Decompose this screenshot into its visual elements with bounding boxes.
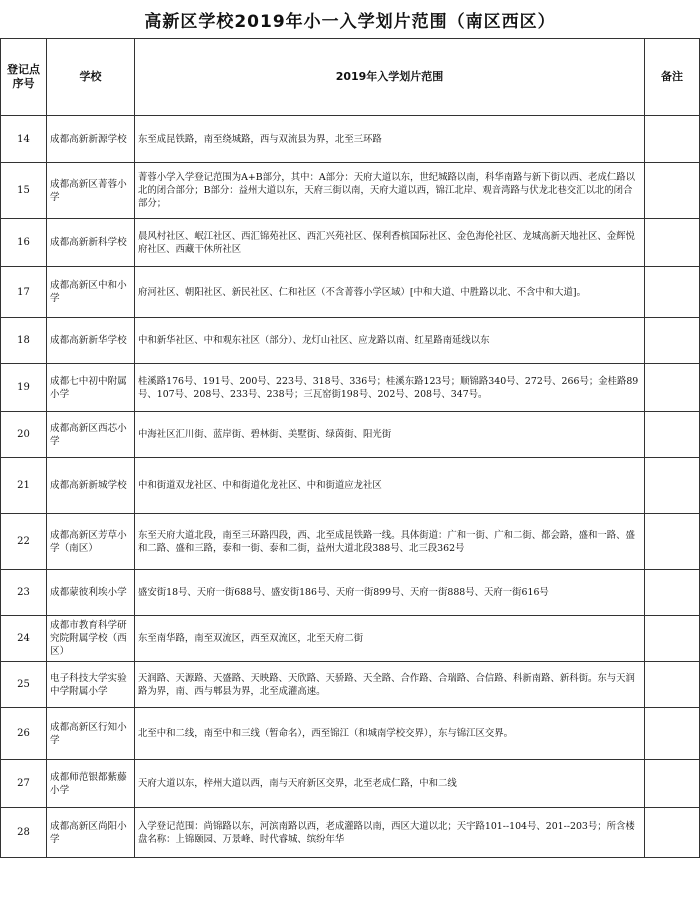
row-range: 菁蓉小学入学登记范围为A+B部分，其中：A部分：天府大道以东，世纪城路以南，科华南路与新下街以西、老成仁路以北的闭合部分；B部分：益州大道以东，天府三街以南，天府大道以西，锦江北岸、观音湾路与伏龙北巷交汇以北的闭合部分； <box>135 163 645 219</box>
row-seq: 28 <box>1 808 47 858</box>
row-seq: 19 <box>1 364 47 412</box>
row-school: 成都蒙彼利埃小学 <box>47 570 135 616</box>
table-row <box>1 514 700 570</box>
row-school: 成都高新区芳草小学（南区） <box>47 514 135 570</box>
header-note: 备注 <box>645 39 700 116</box>
table-row <box>1 760 700 808</box>
row-seq: 18 <box>1 318 47 364</box>
row-school: 成都师范银都紫藤小学 <box>47 760 135 808</box>
row-school: 成都高新新源学校 <box>47 116 135 163</box>
row-range: 中和新华社区、中和观东社区（部分）、龙灯山社区、应龙路以南、红星路南延线以东 <box>135 318 645 364</box>
row-range: 晨风村社区、岷江社区、西汇锦苑社区、西汇兴苑社区、保利香槟国际社区、金色海伦社区、龙城高新天地社区、金辉悦府社区、西藏干休所社区 <box>135 219 645 267</box>
row-school: 成都高新区尚阳小学 <box>47 808 135 858</box>
table-row <box>1 318 700 364</box>
page-title: 高新区学校2019年小一入学划片范围（南区西区） <box>144 11 556 32</box>
row-range: 北至中和二线，南至中和三线（暂命名），西至锦江（和城南学校交界），东与锦江区交界。 <box>135 708 645 760</box>
row-note <box>645 616 700 662</box>
row-school: 电子科技大学实验中学附属小学 <box>47 662 135 708</box>
table-row <box>1 708 700 760</box>
row-range: 东至成昆铁路，南至绕城路，西与双流县为界，北至三环路 <box>135 116 645 163</box>
header-range: 2019年入学划片范围 <box>135 39 645 116</box>
row-note <box>645 708 700 760</box>
table-row <box>1 219 700 267</box>
row-note <box>645 760 700 808</box>
table-row <box>1 163 700 219</box>
table-header-row <box>1 39 700 116</box>
row-note <box>645 364 700 412</box>
row-range: 中和街道双龙社区、中和街道化龙社区、中和街道应龙社区 <box>135 458 645 514</box>
row-note <box>645 412 700 458</box>
header-seq: 登记点序号 <box>1 39 47 116</box>
row-range: 中海社区汇川街、蓝岸街、碧林街、美墅街、绿茵街、阳光街 <box>135 412 645 458</box>
row-note <box>645 514 700 570</box>
row-seq: 22 <box>1 514 47 570</box>
school-zoning-table <box>0 38 700 858</box>
row-school: 成都高新新科学校 <box>47 219 135 267</box>
row-seq: 27 <box>1 760 47 808</box>
row-seq: 17 <box>1 267 47 318</box>
row-school: 成都高新新城学校 <box>47 458 135 514</box>
row-seq: 26 <box>1 708 47 760</box>
table-row <box>1 412 700 458</box>
row-note <box>645 318 700 364</box>
table-row <box>1 458 700 514</box>
row-note <box>645 163 700 219</box>
row-note <box>645 662 700 708</box>
row-range: 天润路、天源路、天盛路、天映路、天欣路、天骄路、天全路、合作路、合瑞路、合信路、科新南路、新科街。东与天润路为界，南、西与郫县为界，北至成灌高速。 <box>135 662 645 708</box>
table-row <box>1 267 700 318</box>
table-row <box>1 808 700 858</box>
table-body <box>1 116 700 858</box>
row-range: 东至天府大道北段，南至三环路四段，西、北至成昆铁路一线。具体街道：广和一街、广和二街、都会路，盛和一路、盛和二路、盛和三路，泰和一街、泰和二街，益州大道北段388号、北三段362号 <box>135 514 645 570</box>
table-row <box>1 570 700 616</box>
row-seq: 24 <box>1 616 47 662</box>
row-range: 桂溪路176号、191号、200号、223号、318号、336号；桂溪东路123号；顺锦路340号、272号、266号；金桂路89号、107号、208号、233号、238号；三瓦窑街198号、202号、208号、347号。 <box>135 364 645 412</box>
row-school: 成都高新新华学校 <box>47 318 135 364</box>
row-note <box>645 267 700 318</box>
row-school: 成都高新区菁蓉小学 <box>47 163 135 219</box>
row-range: 盛安街18号、天府一街688号、盛安街186号、天府一街899号、天府一街888号、天府一街616号 <box>135 570 645 616</box>
row-range: 入学登记范围：尚锦路以东，河滨南路以西，老成灌路以南，西区大道以北；天宇路101--104号、201--203号；所含楼盘名称：上锦颐园、万景峰、时代睿城、缤纷年华 <box>135 808 645 858</box>
row-note <box>645 116 700 163</box>
row-seq: 16 <box>1 219 47 267</box>
row-seq: 20 <box>1 412 47 458</box>
table-row <box>1 616 700 662</box>
row-seq: 14 <box>1 116 47 163</box>
row-note <box>645 458 700 514</box>
row-note <box>645 808 700 858</box>
row-school: 成都高新区西芯小学 <box>47 412 135 458</box>
row-seq: 15 <box>1 163 47 219</box>
row-range: 府河社区、朝阳社区、新民社区、仁和社区（不含菁蓉小学区域）[中和大道、中胜路以北、不含中和大道]。 <box>135 267 645 318</box>
row-school: 成都市教育科学研究院附属学校（西区） <box>47 616 135 662</box>
header-school: 学校 <box>47 39 135 116</box>
row-seq: 21 <box>1 458 47 514</box>
row-school: 成都七中初中附属小学 <box>47 364 135 412</box>
row-school: 成都高新区中和小学 <box>47 267 135 318</box>
row-seq: 23 <box>1 570 47 616</box>
row-school: 成都高新区行知小学 <box>47 708 135 760</box>
table-row <box>1 116 700 163</box>
table-row <box>1 364 700 412</box>
row-seq: 25 <box>1 662 47 708</box>
row-range: 东至南华路，南至双流区，西至双流区，北至天府二街 <box>135 616 645 662</box>
row-note <box>645 219 700 267</box>
row-range: 天府大道以东，梓州大道以西，南与天府新区交界，北至老成仁路，中和二线 <box>135 760 645 808</box>
row-note <box>645 570 700 616</box>
table-row <box>1 662 700 708</box>
